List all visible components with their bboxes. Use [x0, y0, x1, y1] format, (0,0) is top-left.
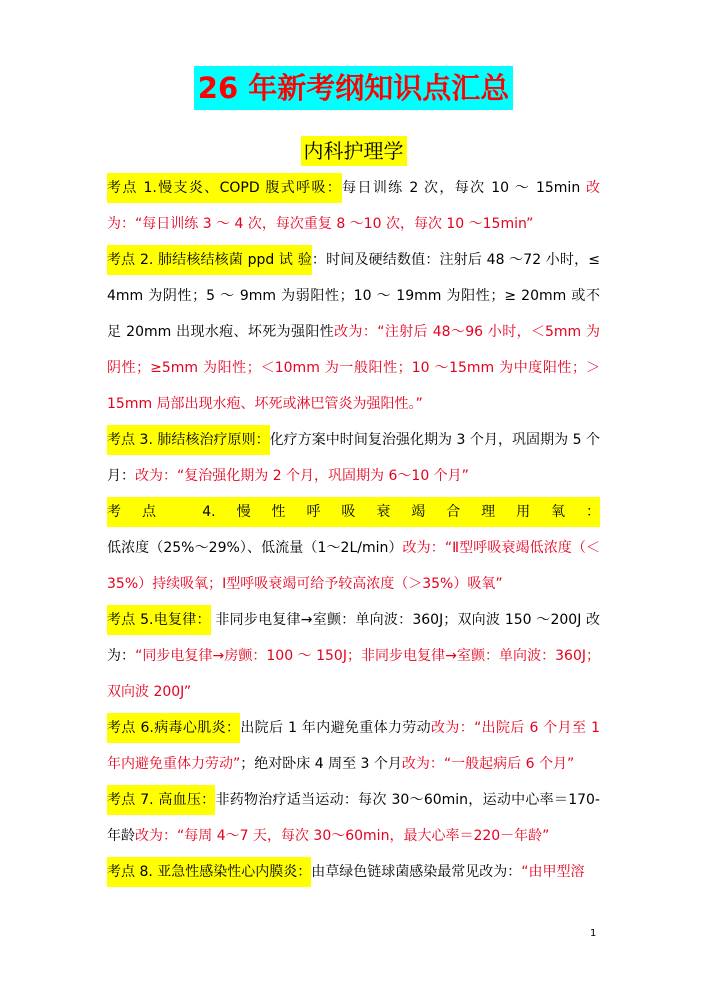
item-change: “同步电复律→房颤：100 ～ 150J；非同步电复律→室颤：单向波：360J；双向波 200J” [107, 648, 601, 700]
content [107, 170, 600, 890]
list-item [107, 710, 600, 782]
item-change: 改为：“复治强化期为 2 个月，巩固期为 6～10 个月” [135, 468, 469, 484]
item-change: 改为：“出院后 6 个月至 1 年内避免重体力劳动” [107, 720, 600, 772]
subtitle-wrap [0, 136, 707, 166]
item-text: 每日训练 2 次，每次 10 ～ 15min [342, 180, 586, 196]
item-text: 低浓度（25%～29%）、低流量（1～2L/min） [107, 540, 403, 556]
list-item [107, 170, 600, 242]
item-label: 考点 2. 肺结核结核菌 ppd 试 验 [107, 245, 312, 275]
item-extra-change: 改为：“一般起病后 6 个月” [401, 756, 575, 772]
item-change: 改为：“每日训练 3 ～ 4 次，每次重复 8 ～10 次，每次 10 ～15min” [107, 180, 600, 232]
item-label: 考点 4.慢性呼吸衰竭合理用氧： [107, 497, 600, 527]
list-item [107, 602, 600, 710]
item-label: 考点 7. 高血压： [107, 785, 215, 815]
item-label: 考点 3. 肺结核治疗原则： [107, 425, 270, 455]
item-change: “由甲型溶 [521, 864, 585, 880]
page-title: 26 年新考纲知识点汇总 [194, 66, 513, 110]
list-item [107, 854, 600, 890]
item-change: 改为：“每周 4～7 天，每次 30～60min，最大心率＝220－年龄” [135, 828, 550, 844]
page-number: 1 [590, 928, 597, 939]
item-text: ：时间及硬结数值：注射后 48 ～72 小时，≤ 4mm 为阴性；5 ～ 9mm 为弱阳性；10 ～ 19mm 为阳性；≥ 20mm 或不足 20mm 出现水疱、坏死为强阳性 [107, 252, 600, 340]
item-label: 考点 8. 亚急性感染性心内膜炎： [107, 857, 311, 887]
item-text: 出院后 1 年内避免重体力劳动 [240, 720, 432, 736]
list-item [107, 242, 600, 422]
title-wrap [0, 66, 707, 110]
item-extra: ；绝对卧床 4 周至 3 个月 [240, 756, 402, 772]
item-label: 考点 1.慢支炎、COPD 腹式呼吸： [107, 173, 342, 203]
item-label: 考点 6.病毒心肌炎： [107, 713, 240, 743]
item-change: 改为：“注射后 48～96 小时，＜5mm 为阴性；≥5mm 为阳性；＜10mm 为一般阳性；10 ～15mm 为中度阳性；＞15mm 局部出现水疱、坏死或淋巴管炎为强阳性。” [107, 324, 600, 412]
item-label: 考点 5.电复律： [107, 605, 211, 635]
list-item [107, 422, 600, 494]
item-text: 非药物治疗适当运动：每次 30～60min，运动中心率＝170-年龄 [107, 792, 600, 844]
item-text: 化疗方案中时间复治强化期为 3 个月，巩固期为 5 个月： [107, 432, 600, 484]
section-title: 内科护理学 [301, 136, 407, 166]
item-change: 改为：“Ⅱ型呼吸衰竭低浓度（＜35%）持续吸氧；Ⅰ型呼吸衰竭可给予较高浓度（＞35%）吸氧” [107, 540, 600, 592]
item-text: 非同步电复律→室颤：单向波：360J；双向波 150 ～200J 改为： [107, 612, 601, 664]
list-item [107, 782, 600, 854]
list-item [107, 494, 600, 602]
item-text: 由草绿色链球菌感染最常见改为： [311, 864, 522, 880]
